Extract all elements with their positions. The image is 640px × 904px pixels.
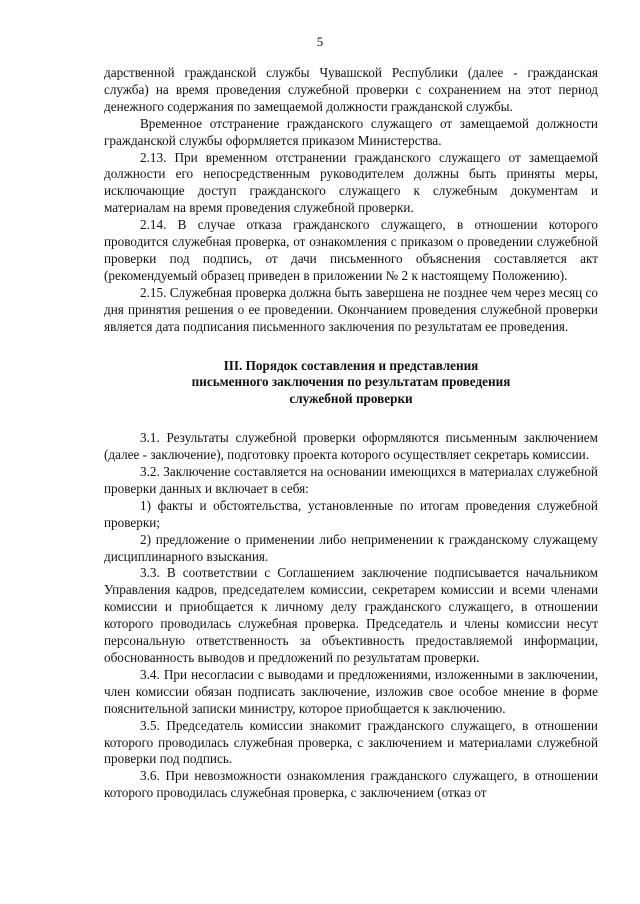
section-heading-line: письменного заключения по результатам проведения — [191, 374, 511, 390]
paragraphs-before-heading — [104, 65, 598, 336]
paragraph: 2.13. При временном отстранении гражданского служащего от замещаемой должности его непосредственным руководителем должны быть приняты меры, исключающие доступ гражданского служащего к служебным документам и материалам на время проведения служебной проверки. — [104, 149, 598, 216]
paragraph: 3.6. При невозможности ознакомления гражданского служащего, в отношении которого проводилась служебная проверка, с заключением (отказ от — [104, 768, 598, 801]
section-heading — [104, 358, 598, 409]
paragraph: 3.5. Председатель комиссии знакомит гражданского служащего, в отношении которого проводилась служебная проверка, с заключением и материалами служебной проверки под подпись. — [104, 717, 598, 767]
paragraph: Временное отстранение гражданского служащего от замещаемой должности гражданской службы оформляется приказом Министерства. — [104, 115, 598, 148]
section-heading-line: III. Порядок составления и представления — [223, 357, 479, 373]
document-body — [104, 65, 598, 802]
paragraph: 3.4. При несогласии с выводами и предложениями, изложенными в заключении, член комиссии обязан подписать заключение, изложив свое особое мнение в форме пояснительной записки министру, которое приобщается к заключению. — [104, 666, 598, 716]
paragraph: 1) факты и обстоятельства, установленные по итогам проведения служебной проверки; — [104, 497, 598, 530]
section-heading-line: служебной проверки — [289, 391, 413, 407]
paragraph: 2.15. Служебная проверка должна быть завершена не позднее чем через месяц со дня принятия решения о ее проведении. Окончанием проведения служебной проверки является дата подписания письменного заключения по результатам ее проведения. — [104, 284, 598, 334]
paragraphs-after-heading — [104, 430, 598, 802]
paragraph: 2.14. В случае отказа гражданского служащего, в отношении которого проводится служебная проверка, от ознакомления с приказом о проведении служебной проверки под подпись, от дачи письменного объяснения составляется акт (рекомендуемый образец приведен в приложении № 2 к настоящему Положению). — [104, 217, 598, 283]
paragraph: 2) предложение о применении либо неприменении к гражданскому служащему дисциплинарного взыскания. — [104, 531, 598, 564]
page-number: 5 — [316, 34, 324, 49]
paragraph: 3.1. Результаты служебной проверки оформляются письменным заключением (далее - заключение), подготовку проекта которого осуществляет секретарь комиссии. — [104, 430, 598, 463]
paragraph: 3.3. В соответствии с Соглашением заключение подписывается начальником Управления кадров, председателем комиссии, секретарем комиссии и всеми членами комиссии и приобщается к личному делу гражданского служащего, в отношении которого проводилась служебная проверка. Председатель и члены комиссии несут персональную ответственность за объективность предоставляемой информации, обоснованность выводов и предложений по результатам проверки. — [104, 565, 598, 665]
paragraph: дарственной гражданской службы Чувашской Республики (далее - гражданская служба) на время проведения служебной проверки с сохранением на этот период денежного содержания по замещаемой должности гражданской службы. — [104, 65, 598, 114]
paragraph: 3.2. Заключение составляется на основании имеющихся в материалах служебной проверки данных и включает в себя: — [104, 464, 598, 496]
